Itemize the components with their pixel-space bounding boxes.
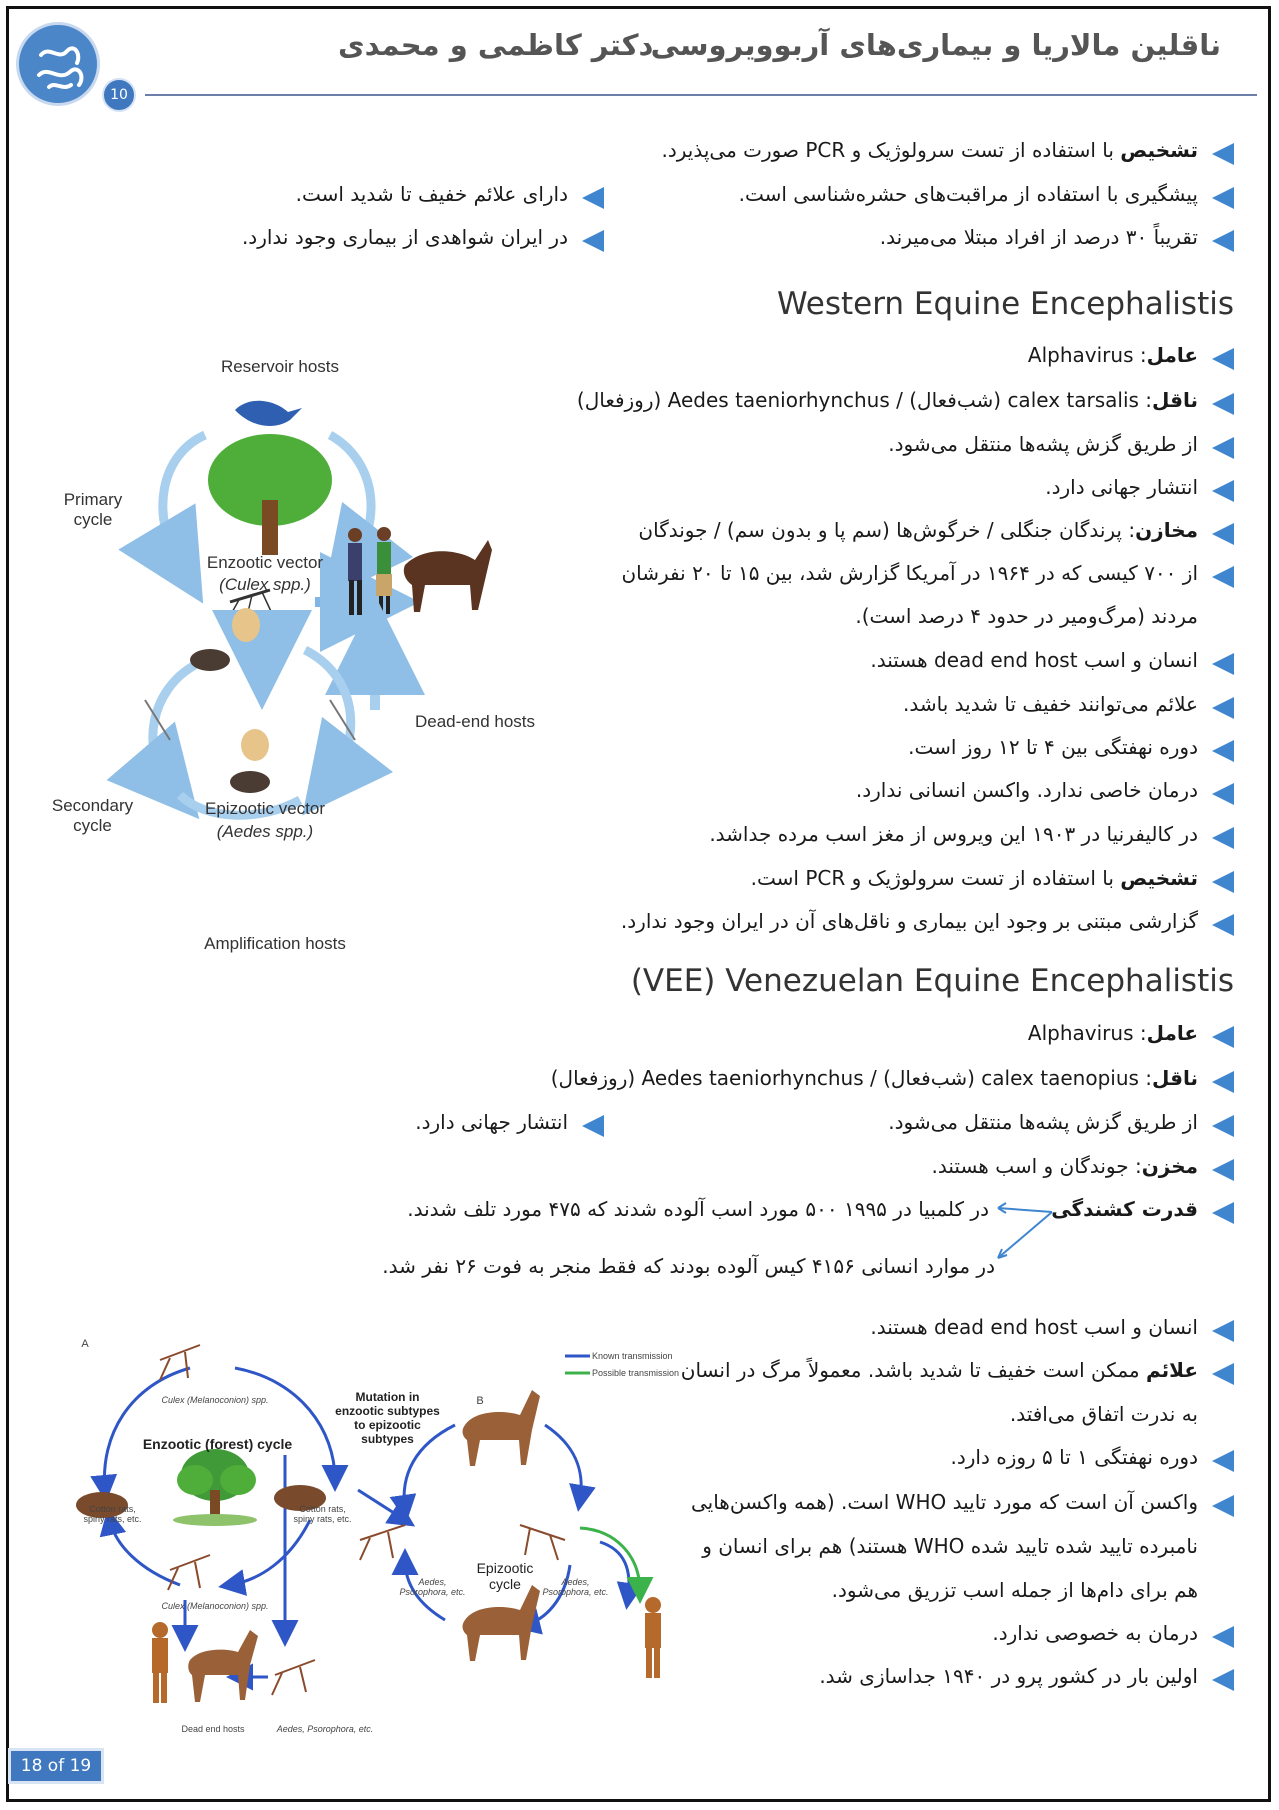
header-title: ناقلین مالاریا و بیماری‌های آربوویروسی	[650, 28, 1221, 62]
label-secondary-cycle: Secondary cycle	[51, 796, 134, 835]
wee-diagnosis	[751, 866, 1234, 890]
legend-known-transmission: Known transmission	[592, 1351, 673, 1361]
wee-diagnosis-text: با استفاده از تست سرولوژیک و PCR است.	[750, 866, 1121, 890]
bullet-symptoms: دارای علائم خفیف تا شدید است.	[296, 182, 604, 206]
epizootic-horse-bottom-icon	[463, 1585, 540, 1661]
rodent-icon	[190, 649, 230, 671]
label-culex-top: Culex (Melanoconion) spp.	[161, 1395, 269, 1405]
label-enzootic-cycle: Enzootic (forest) cycle	[142, 1436, 293, 1452]
label-amplification-hosts: Amplification hosts	[204, 934, 346, 953]
possible-human-icon	[645, 1597, 661, 1678]
diagnosis-text: با استفاده از تست سرولوژیک و PCR صورت می‌پذیرد.	[661, 138, 1121, 162]
aedes-bottom-icon	[272, 1660, 315, 1695]
vee-title: (VEE) Venezuelan Equine Encephalistis	[630, 963, 1234, 999]
label-epizootic-genus: (Aedes spp.)	[216, 822, 314, 841]
vee-reservoir-value: : جوندگان و اسب هستند.	[931, 1154, 1142, 1178]
vee-dead-end: انسان و اسب dead end host هستند.	[870, 1315, 1234, 1339]
vee-vector	[551, 1066, 1234, 1090]
dead-end-human-icon	[152, 1622, 168, 1703]
label-mutation: Mutation in enzootic subtypes to epizootic subtypes	[335, 1390, 440, 1446]
vee-symptoms-text: ممکن است خفیف تا شدید باشد. معمولاً مرگ در انسان	[680, 1358, 1146, 1382]
label-aedes-right: Aedes, Psorophora, etc.	[542, 1577, 609, 1597]
wee-cases: از ۷۰۰ کیسی که در ۱۹۶۴ در آمریکا گزارش شد، بین ۱۵ تا ۲۰ نفرشان	[621, 561, 1234, 585]
label-aedes-left: Aedes, Psorophora, etc.	[399, 1577, 466, 1597]
wee-isolation: در کالیفرنیا در ۱۹۰۳ این ویروس از مغز اسب مرده جداشد.	[709, 822, 1234, 846]
vee-first-isolation: اولین بار در کشور پرو در ۱۹۴۰ جداسازی شد.	[819, 1664, 1234, 1688]
forest-tree-icon	[173, 1449, 257, 1526]
label-enzootic-genus: (Culex spp.)	[219, 575, 311, 594]
wee-transmission: از طریق گزش پشه‌ها منتقل می‌شود.	[888, 432, 1234, 456]
wee-agent-label: عامل	[1146, 343, 1198, 367]
wee-diagnosis-label: تشخیص	[1120, 866, 1198, 890]
wee-reservoir-value: : پرندگان جنگلی / خرگوش‌ها (سم پا و بدون سم) / جوندگان	[638, 518, 1136, 542]
vee-agent	[1028, 1021, 1234, 1045]
wee-agent	[1028, 343, 1234, 367]
bullet-mortality: تقریباً ۳۰ درصد از افراد مبتلا می‌میرند.	[880, 225, 1234, 249]
aedes-left-icon	[360, 1525, 405, 1560]
bullet-prevention: پیشگیری با استفاده از مراقبت‌های حشره‌شناسی است.	[739, 182, 1234, 206]
logo	[16, 22, 100, 106]
wee-symptoms: علائم می‌توانند خفیف تا شدید باشد.	[903, 692, 1234, 716]
vee-incubation: دوره نهفتگی ۱ تا ۵ روزه دارد.	[950, 1445, 1234, 1469]
vee-vaccine-cont2: هم برای دام‌ها از جمله اسب تزریق می‌شود.	[831, 1578, 1198, 1602]
secondary-arrow-left	[153, 665, 195, 785]
primary-arrow-left	[163, 435, 205, 565]
wee-reservoir-label: مخازن	[1135, 518, 1198, 542]
bird-icon	[235, 401, 302, 426]
label-aedes-bottom: Aedes, Psorophora, etc.	[276, 1724, 374, 1734]
tree-trunk-icon	[262, 500, 278, 555]
page-number-badge: 10	[102, 78, 136, 112]
vee-reservoir	[932, 1154, 1234, 1178]
vee-agent-value: : Alphavirus	[1027, 1021, 1147, 1045]
label-enzootic-vector: Enzootic vector	[206, 553, 324, 572]
wee-title: Western Equine Encephalistis	[776, 286, 1234, 322]
label-cotton-rats-left: Cotton rats, spiny rats, etc.	[83, 1504, 142, 1524]
vee-transmission: از طریق گزش پشه‌ها منتقل می‌شود.	[888, 1110, 1234, 1134]
wee-vector-label: ناقل	[1152, 388, 1198, 412]
header-authors: دکتر کاظمی و محمدی	[338, 28, 654, 62]
wee-vector	[577, 388, 1234, 412]
label-reservoir-hosts: Reservoir hosts	[220, 357, 340, 376]
label-cotton-rats-right: Cotton rats, spiny rats, etc.	[293, 1504, 352, 1524]
vee-reservoir-label: مخزن	[1141, 1154, 1198, 1178]
vee-virulence-colombia: در کلمبیا در ۱۹۹۵ ۵۰۰ مورد اسب آلوده شدند که ۴۷۵ مورد تلف شدند.	[407, 1197, 989, 1221]
label-primary-cycle: Primary cycle	[63, 490, 123, 529]
legend-possible-transmission: Possible transmission	[592, 1368, 680, 1378]
wee-treatment: درمان خاصی ندارد. واکسن انسانی ندارد.	[856, 778, 1234, 802]
wee-agent-value: : Alphavirus	[1027, 343, 1147, 367]
vee-panel-a-label: A	[81, 1338, 89, 1350]
header-divider	[145, 94, 1257, 96]
page-counter: 18 of 19	[8, 1748, 104, 1784]
virulence-arrows	[990, 1200, 1070, 1270]
vee-vector-label: ناقل	[1152, 1066, 1198, 1090]
vee-panel-b-label: B	[476, 1395, 484, 1407]
rabbit-icon	[232, 608, 260, 642]
wee-incubation: دوره نهفتگی بین ۴ تا ۱۲ روز است.	[908, 735, 1234, 759]
bullet-diagnosis	[661, 138, 1234, 162]
vee-vaccine-cont1: نامبرده تایید شده تایید شده WHO هستند) هم برای انسان و	[702, 1534, 1198, 1558]
bullet-iran: در ایران شواهدی از بیماری وجود ندارد.	[242, 225, 604, 249]
vee-symptoms	[681, 1358, 1234, 1382]
vee-agent-label: عامل	[1146, 1021, 1198, 1045]
culex-bottom-icon	[168, 1555, 210, 1590]
label-dead-end-hosts: Dead-end hosts	[414, 712, 536, 731]
vee-vector-value: : calex taenopius (شب‌فعال) / Aedes taeniorhynchus (روزفعال)	[550, 1066, 1153, 1090]
wee-reservoir	[638, 518, 1234, 542]
wee-cycle-figure	[30, 340, 590, 960]
label-culex-bottom: Culex (Melanoconion) spp.	[161, 1601, 269, 1611]
vee-distribution: انتشار جهانی دارد.	[415, 1110, 604, 1134]
wee-vector-value: : calex tarsalis (شب‌فعال) / Aedes taeniorhynchus (روزفعال)	[576, 388, 1153, 412]
wee-dead-end: انسان و اسب dead end host هستند.	[870, 648, 1234, 672]
diagnosis-label: تشخیص	[1120, 138, 1198, 162]
wee-iran: گزارشی مبتنی بر وجود این بیماری و ناقل‌های آن در ایران وجود ندارد.	[621, 909, 1234, 933]
label-epizootic-cycle: Epizootic cycle	[476, 1560, 534, 1592]
dead-end-horse-icon	[188, 1630, 258, 1702]
vee-virulence-label: قدرت کشندگی	[1051, 1197, 1234, 1221]
wee-distribution: انتشار جهانی دارد.	[1045, 475, 1234, 499]
secondary-arrow-right	[305, 650, 351, 780]
vee-treatment: درمان به خصوصی ندارد.	[992, 1621, 1234, 1645]
vee-symptoms-cont: به ندرت اتفاق می‌افتد.	[1009, 1402, 1198, 1426]
vee-virulence-human: در موارد انسانی ۴۱۵۶ کیس آلوده بودند که فقط منجر به فوت ۲۶ نفر شد.	[382, 1254, 995, 1278]
label-vee-dead-end: Dead end hosts	[181, 1724, 245, 1734]
vee-vaccine: واکسن آن است که مورد تایید WHO است. (همه واکسن‌هایی	[691, 1490, 1234, 1514]
vee-symptoms-label: علائم	[1145, 1358, 1198, 1382]
rabbit-icon-2	[241, 729, 269, 761]
rodent-icon-2	[230, 771, 270, 793]
wee-cases-cont: مردند (مرگ‌ومیر در حدود ۴ درصد است).	[855, 604, 1198, 628]
aedes-right-icon	[520, 1525, 565, 1560]
label-epizootic-vector: Epizootic vector	[205, 799, 325, 818]
culex-top-icon	[160, 1345, 200, 1380]
